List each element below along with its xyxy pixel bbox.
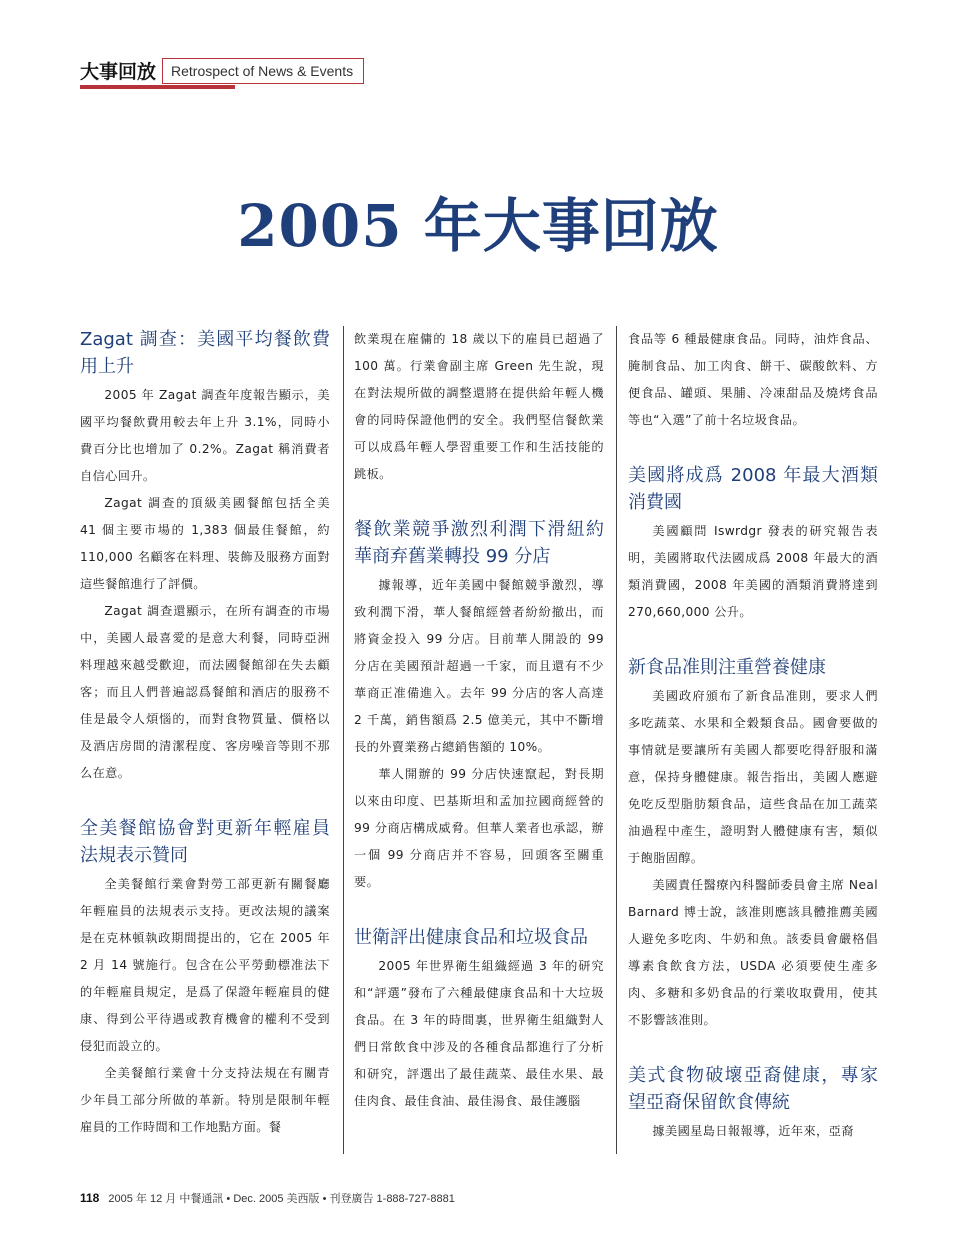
section-tag	[80, 58, 364, 84]
section-title-en: Retrospect of News & Events	[162, 58, 364, 84]
section-title-zh: 大事回放	[80, 61, 157, 83]
column-divider	[343, 326, 344, 1154]
article-paragraph: 2005 年 Zagat 調查年度報告顯示，美國平均餐飲費用較去年上升 3.1%，同時小費百分比也增加了 0.2%。Zagat 稱消費者自信心回升。	[80, 388, 330, 483]
footer-text: 2005 年 12 月 中餐通訊 • Dec. 2005 美西版 • 刊登廣告 1-888-727-8881	[108, 1193, 455, 1205]
article-young-employees-cont	[354, 326, 604, 488]
article-paragraph: Zagat 調查還顯示，在所有調查的市場中，美國人最喜愛的是意大利餐，同時亞洲料理越來越受歡迎，而法國餐館卻在失去顧客；而且人們普遍認爲餐館和酒店的服務不佳是最令人煩惱的，而對食物質量、價格以及酒店房間的清潔程度、客房噪音等則不那么在意。	[80, 604, 330, 780]
article-paragraph: 全美餐館行業會十分支持法規在有關青少年員工部分所做的革新。特別是限制年輕雇員的工作時間和工作地點方面。餐	[80, 1066, 330, 1134]
article-paragraph: 美國政府頒布了新食品准則，要求人們多吃蔬菜、水果和全穀類食品。國會要做的事情就是要讓所有美國人都要吃得舒服和滿意，保持身體健康。報告指出，美國人應避免吃反型脂肪類食品，這些食品在加工蔬菜油過程中產生，證明對人體健康有害，類似于飽脂固醇。	[628, 689, 878, 865]
article-heading: 美式食物破壞亞裔健康，專家望亞裔保留飲食傳統	[628, 1065, 878, 1113]
article-heading: Zagat 調查：美國平均餐飲費用上升	[80, 329, 330, 377]
page-number: 118	[80, 1191, 100, 1205]
article-zagat	[80, 326, 330, 787]
article-paragraph: 據報導，近年美國中餐館競爭激烈，導致利潤下滑，華人餐館經營者紛紛撤出，而將資金投入 99 分店。目前華人開設的 99 分店在美國預計超過一千家，而且還有不少華商正准備進入。去年 99 分店的客人高達 2 千萬，銷售額爲 2.5 億美元，其中不斷增長的外賣業務占總銷售額的 10%。	[354, 578, 604, 754]
article-young-employees	[80, 815, 330, 1141]
section-underline	[80, 85, 235, 89]
article-paragraph: 美國顧問 Iswrdgr 發表的研究報告表明，美國將取代法國成爲 2008 年最大的酒類消費國，2008 年美國的酒類消費將達到 270,660,000 公升。	[628, 524, 878, 619]
article-heading: 世衛評出健康食品和垃圾食品	[354, 927, 588, 948]
article-paragraph: 美國責任醫療內科醫師委員會主席 Neal Barnard 博士說，該准則應該具體推薦美國人避免多吃肉、牛奶和魚。該委員會嚴格倡導素食飲食方法，USDA 必須要使生產多肉、多糖和多奶食品的行業收取費用，使其不影響該准則。	[628, 878, 878, 1027]
article-heading: 全美餐館協會對更新年輕雇員法規表示贊同	[80, 818, 330, 866]
article-alcohol-consumption	[628, 462, 878, 626]
article-paragraph: 2005 年世界衛生組織經過 3 年的研究和“評選”發布了六種最健康食品和十大垃圾食品。在 3 年的時間裏，世界衛生組織對人們日常飲食中涉及的各種食品都進行了分析和研究，評選出了最佳蔬菜、最佳水果、最佳肉食、最佳食油、最佳湯食、最佳護腦	[354, 959, 604, 1108]
article-heading: 新食品准則注重營養健康	[628, 657, 826, 678]
article-paragraph: Zagat 調查的頂級美國餐館包括全美 41 個主要市場的 1,383 個最佳餐館，約 110,000 名顧客在料理、裝飾及服務方面對這些餐館進行了評價。	[80, 496, 330, 591]
column-3	[628, 326, 878, 1145]
article-paragraph: 全美餐館行業會對勞工部更新有關餐廳年輕雇員的法規表示支持。更改法規的議案是在克林頓執政期間提出的，它在 2005 年 2 月 14 號施行。包含在公平勞動標准法下的年輕雇員規定，是爲了保證年輕雇員的健康、得到公平待遇或教育機會的權利不受到侵犯而設立的。	[80, 877, 330, 1053]
column-2	[354, 326, 604, 1115]
article-paragraph: 據美國星島日報報導，近年來，亞裔	[652, 1124, 854, 1138]
page-footer	[80, 1190, 455, 1206]
article-99-cent-store	[354, 516, 604, 896]
article-paragraph: 食品等 6 種最健康食品。同時，油炸食品、腌制食品、加工肉食、餅干、碳酸飲料、方便食品、罐頭、果脯、冷凍甜品及燒烤食品等也“入選”了前十名垃圾食品。	[628, 332, 878, 427]
column-divider	[616, 326, 617, 1154]
article-heading: 餐飲業競爭激烈利潤下滑紐約華商弃舊業轉投 99 分店	[354, 519, 604, 567]
article-food-guidelines	[628, 654, 878, 1034]
article-asian-diet	[628, 1062, 878, 1145]
article-who-foods-cont	[628, 326, 878, 434]
column-1	[80, 326, 330, 1141]
page-title: 2005 年大事回放	[237, 192, 719, 260]
article-heading: 美國將成爲 2008 年最大酒類消費國	[628, 465, 878, 513]
article-paragraph: 飲業現在雇傭的 18 歲以下的雇員已超過了 100 萬。行業會副主席 Green 先生說，現在對法規所做的調整還將在提供給年輕人機會的同時保證他們的安全。我們堅信餐飲業可以成爲年輕人學習重要工作和生活技能的跳板。	[354, 332, 604, 481]
article-paragraph: 華人開辦的 99 分店快速竄起，對長期以來由印度、巴基斯坦和孟加拉國商經營的 99 分商店構成威脅。但華人業者也承認，辦一個 99 分商店并不容易，回頭客至關重要。	[354, 767, 604, 889]
article-who-foods	[354, 924, 604, 1115]
